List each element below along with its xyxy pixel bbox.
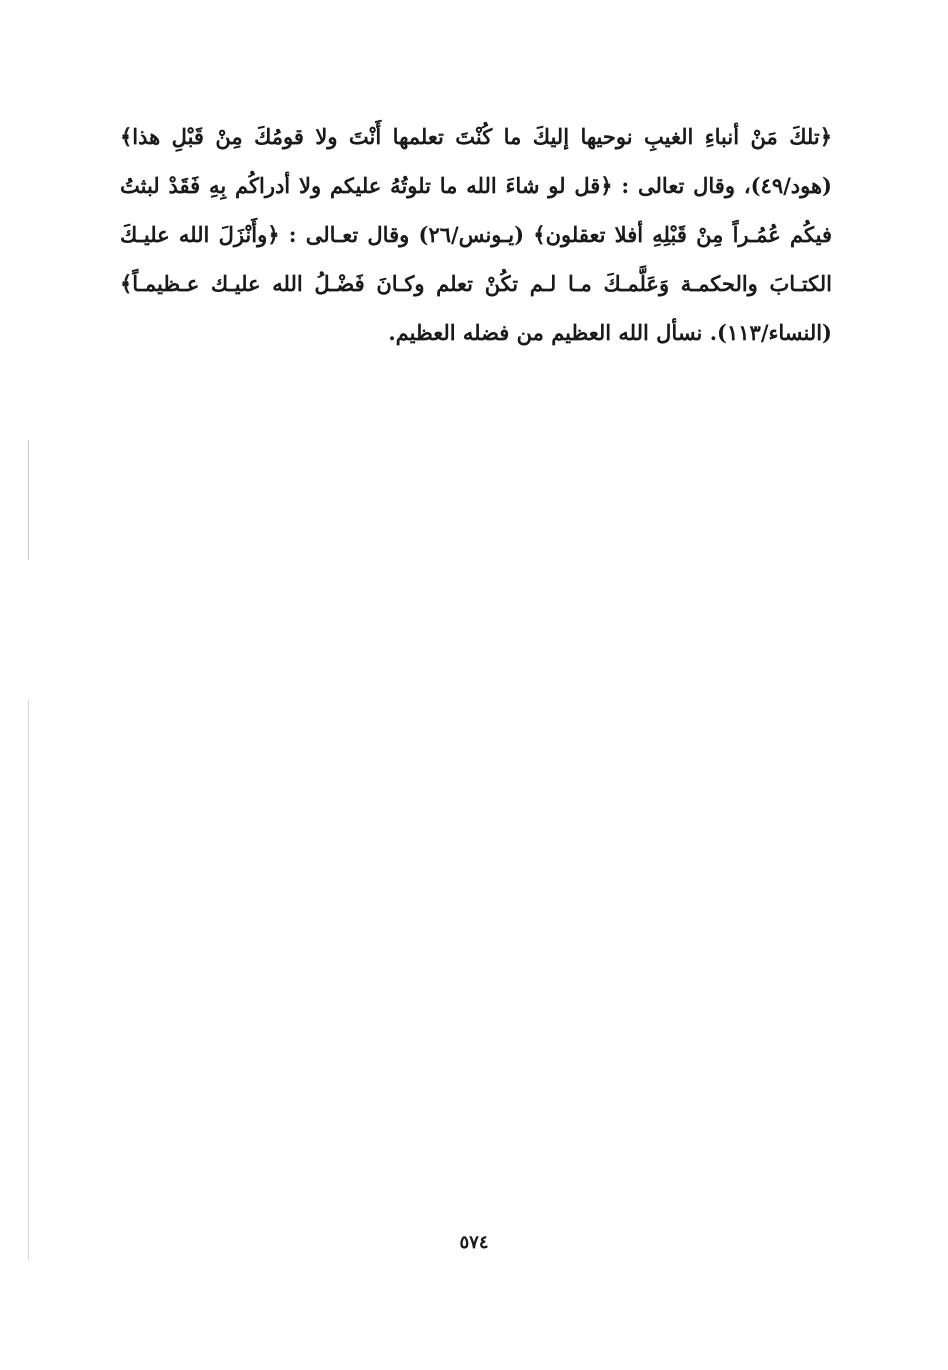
text-line-1: ﴿تلكَ مَنْ أنباءِ الغيبِ نوحيها إليكَ ما كُنْتَ تعلمها أَنْتَ ولا قومُكَ مِنْ قَبْلِ هذا﴾ — [120, 124, 832, 149]
text-line-5: (النساء/١١٣). نسأل الله العظيم من فضله العظيم. — [388, 320, 832, 345]
text-line-2: (هود/٤٩)، وقال تعالى : ﴿قل لو شاءَ الله ما تلوتُهُ عليكم ولا أدراكُم بِهِ فَقَدْ لبثتُ — [120, 173, 832, 198]
body-text — [120, 112, 832, 357]
text-line-4: الكتـابَ والحكمـة وَعَلَّمـكَ مـا لـم تكُنْ تعلم وكـانَ فَضْـلُ الله عليـك عـظيمـاً﴾ — [120, 271, 832, 296]
page-number: ٥٧٤ — [459, 1232, 489, 1253]
scan-edge-line-lower — [28, 700, 29, 1260]
scan-edge-line — [28, 440, 29, 560]
text-line-3: فيكُم عُمُـراً مِنْ قَبْلِهِ أفلا تعقلون﴾ (يـونس/٢٦) وقال تعـالى : ﴿وأَنْزَلَ الله عليـكَ — [120, 222, 832, 247]
